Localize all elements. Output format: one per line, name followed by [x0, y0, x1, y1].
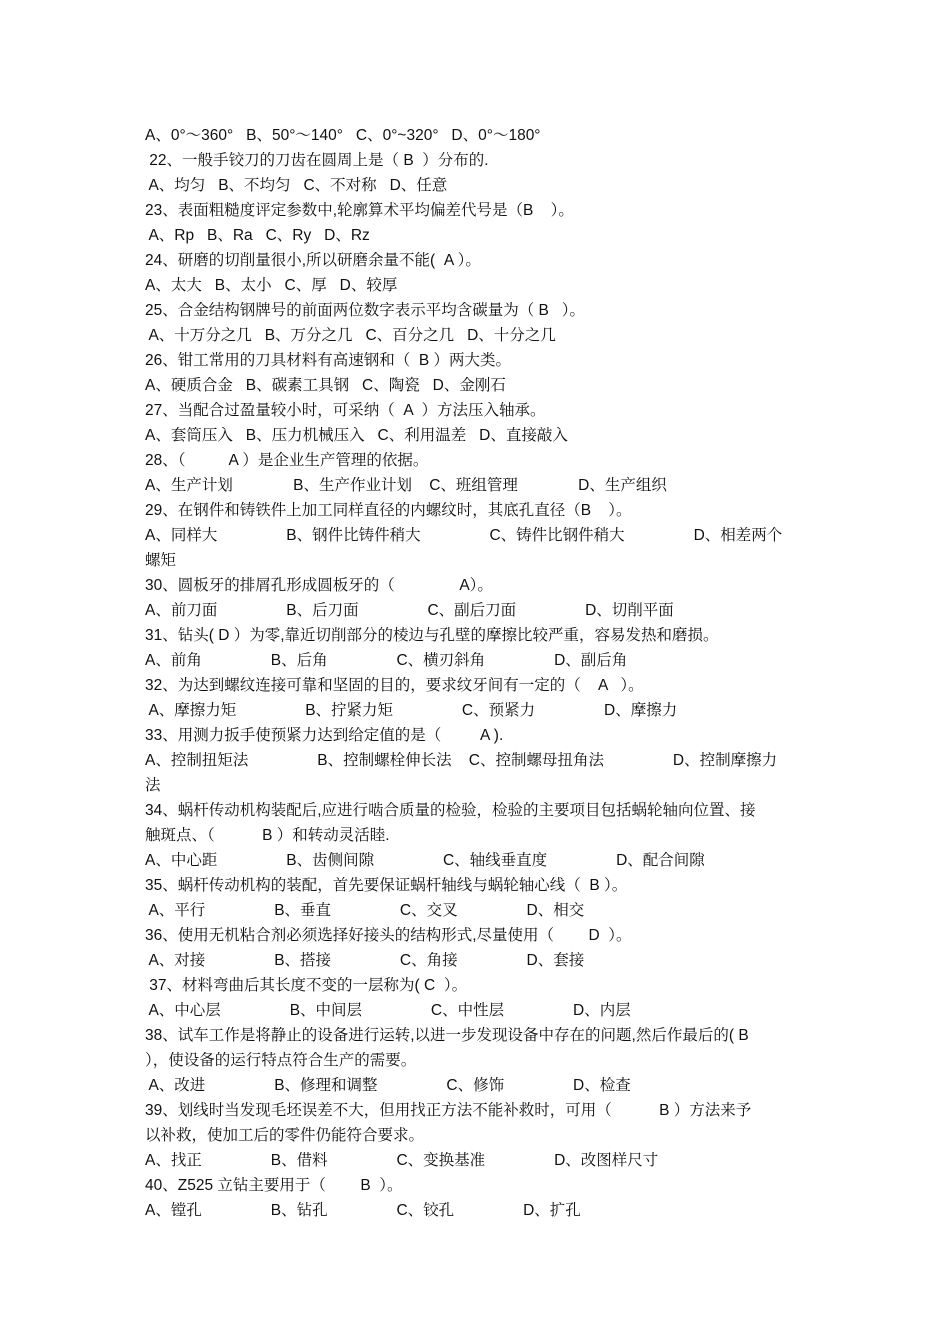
text-line: 触斑点、（ B ）和转动灵活睦.: [145, 827, 390, 844]
text-line: 39、划线时当发现毛坯误差不大，但用找正方法不能补救时，可用（ B ）方法来予: [145, 1102, 752, 1119]
text-line: 28、（ A ）是企业生产管理的依据。: [145, 452, 429, 469]
text-line: 以补救，使加工后的零件仍能符合要求。: [145, 1127, 425, 1144]
text-line: 22、一般手铰刀的刀齿在圆周上是（ B ）分布的.: [145, 152, 489, 169]
question-text-block: [145, 123, 810, 1223]
text-line: A、均匀 B、不均匀 C、不对称 D、任意: [145, 177, 448, 194]
text-line: A、0°～360° B、50°～140° C、0°~320° D、0°～180°: [145, 127, 541, 144]
text-line: A、同样大 B、钢件比铸件稍大 C、铸件比钢件稍大 D、相差两个: [145, 527, 783, 544]
text-line: A、中心距 B、齿侧间隙 C、轴线垂直度 D、配合间隙: [145, 852, 705, 869]
text-line: A、平行 B、垂直 C、交叉 D、相交: [145, 902, 585, 919]
text-line: A、硬质合金 B、碳素工具钢 C、陶瓷 D、金刚石: [145, 377, 506, 394]
text-line: A、镗孔 B、钻孔 C、铰孔 D、扩孔: [145, 1202, 581, 1219]
text-line: A、前角 B、后角 C、横刃斜角 D、副后角: [145, 652, 628, 669]
text-line: A、太大 B、太小 C、厚 D、较厚: [145, 277, 398, 294]
text-line: 23、表面粗糙度评定参数中,轮廓算术平均偏差代号是（B ）。: [145, 202, 574, 219]
text-line: 38、试车工作是将静止的设备进行运转,以进一步发现设备中存在的问题,然后作最后的( B: [145, 1027, 749, 1044]
text-line: 33、用测力扳手使预紧力达到给定值的是（ A ).: [145, 727, 504, 744]
text-line: 36、使用无机粘合剂必须选择好接头的结构形式,尽量使用（ D ）。: [145, 927, 632, 944]
text-line: 35、蜗杆传动机构的装配，首先要保证蜗杆轴线与蜗轮轴心线（ B ）。: [145, 877, 628, 894]
text-line: 26、钳工常用的刀具材料有高速钢和（ B ）两大类。: [145, 352, 511, 369]
text-line: A、改进 B、修理和调整 C、修饰 D、检查: [145, 1077, 631, 1094]
text-line: 29、在钢件和铸铁件上加工同样直径的内螺纹时，其底孔直径（B ）。: [145, 502, 632, 519]
text-line: ），使设备的运行特点符合生产的需要。: [145, 1052, 417, 1069]
text-line: A、十万分之几 B、万分之几 C、百分之几 D、十分之几: [145, 327, 556, 344]
text-line: 37、材料弯曲后其长度不变的一层称为( C ）。: [145, 977, 468, 994]
text-line: A、套筒压入 B、压力机械压入 C、利用温差 D、直接敲入: [145, 427, 568, 444]
text-line: A、对接 B、搭接 C、角接 D、套接: [145, 952, 585, 969]
text-line: A、前刀面 B、后刀面 C、副后刀面 D、切削平面: [145, 602, 674, 619]
text-line: 31、钻头( D ）为零,靠近切削部分的棱边与孔壁的摩擦比较严重，容易发热和磨损。: [145, 627, 719, 644]
text-line: 34、蜗杆传动机构装配后,应进行啮合质量的检验，检验的主要项目包括蜗轮轴向位置、接: [145, 802, 756, 819]
text-line: 32、为达到螺纹连接可靠和坚固的目的，要求纹牙间有一定的（ A ）。: [145, 677, 644, 694]
text-line: 27、当配合过盈量较小时，可采纳（ A ）方法压入轴承。: [145, 402, 546, 419]
text-line: 24、研磨的切削量很小,所以研磨余量不能( A ）。: [145, 252, 481, 269]
text-line: 25、合金结构钢牌号的前面两位数字表示平均含碳量为（ B ）。: [145, 302, 586, 319]
text-line: 30、圆板牙的排屑孔形成圆板牙的（ A）。: [145, 577, 493, 594]
text-line: A、Rp B、Ra C、Ry D、Rz: [145, 227, 370, 244]
text-line: 40、Z525 立钻主要用于（ B ）。: [145, 1177, 403, 1194]
text-line: A、找正 B、借料 C、变换基准 D、改图样尺寸: [145, 1152, 659, 1169]
text-line: A、摩擦力矩 B、拧紧力矩 C、预紧力 D、摩擦力: [145, 702, 678, 719]
text-line: A、生产计划 B、生产作业计划 C、班组管理 D、生产组织: [145, 477, 667, 494]
text-line: 法: [145, 777, 161, 794]
text-line: A、控制扭矩法 B、控制螺栓伸长法 C、控制螺母扭角法 D、控制摩擦力: [145, 752, 778, 769]
text-line: 螺矩: [145, 552, 177, 569]
text-line: A、中心层 B、中间层 C、中性层 D、内层: [145, 1002, 631, 1019]
